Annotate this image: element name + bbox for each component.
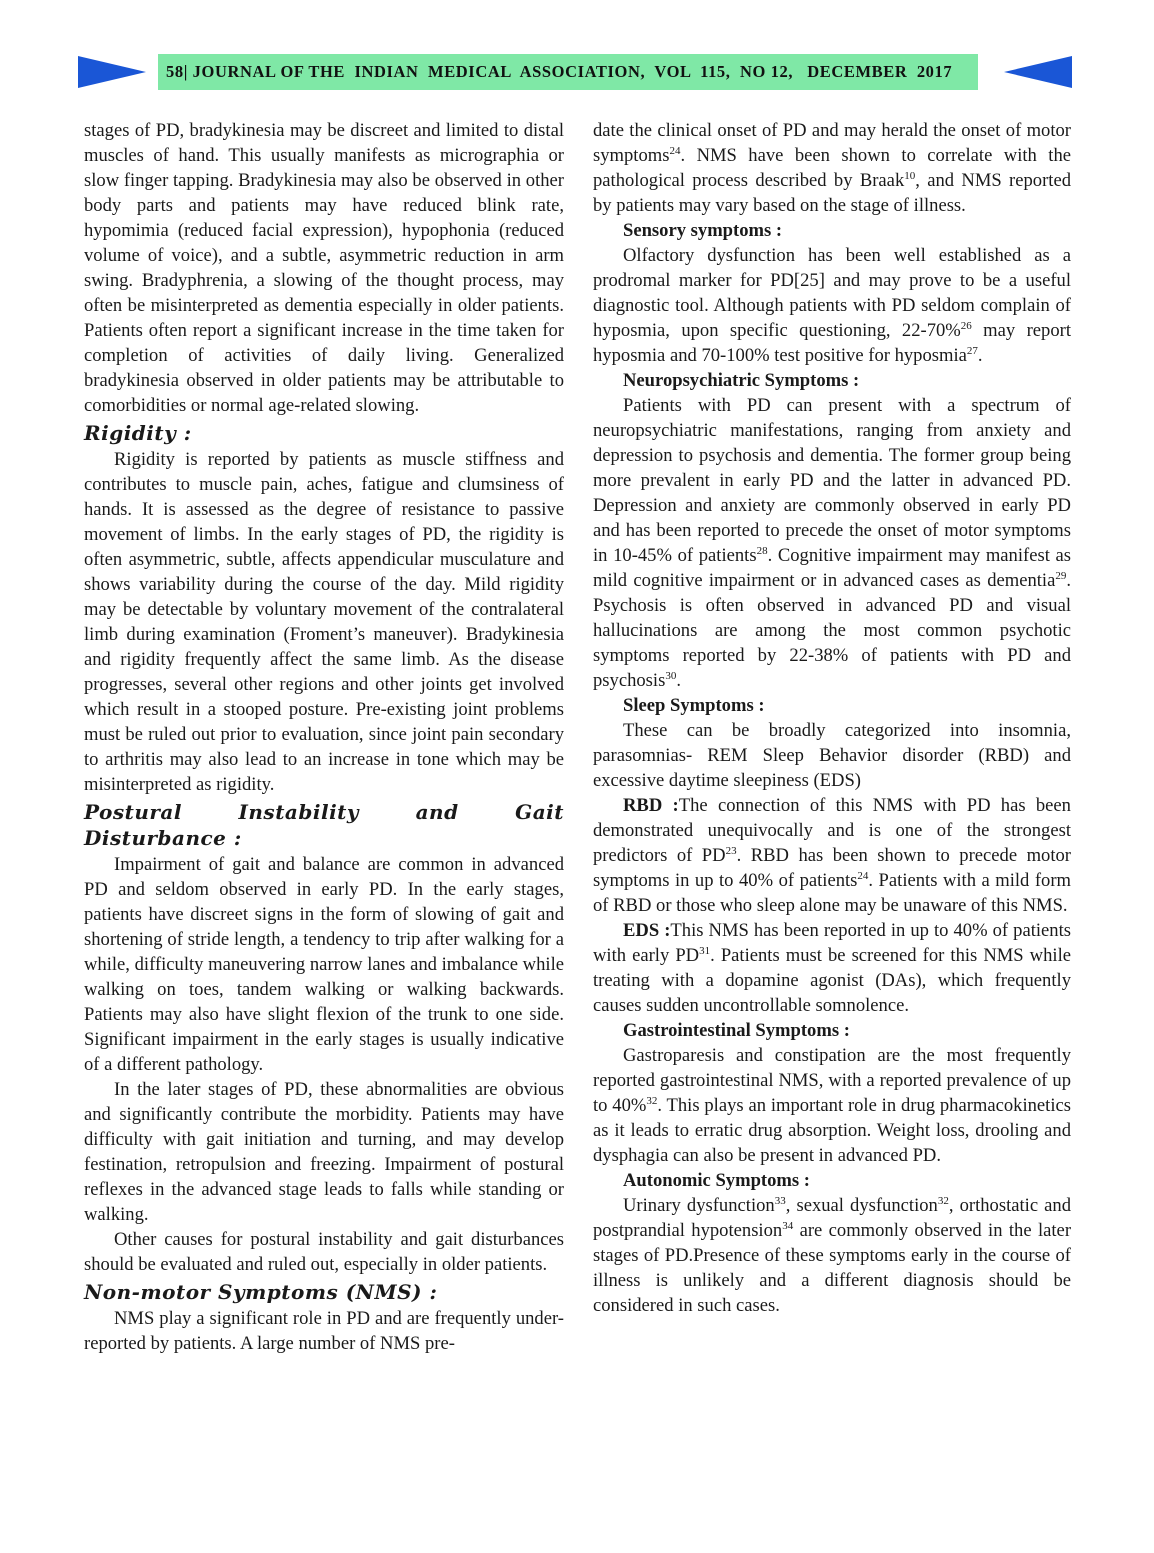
heading-postural-instability: Postural Instability and Gait Disturbance : [84, 800, 564, 850]
paragraph-sensory: Olfactory dysfunction has been well established as a prodromal marker for PD[25] and may prove to be a useful diagnostic tool. Although patients with PD seldom complain of hyposmia, upon specific questioning, 22-70%$^{26}$ may report hyposmia and 70-100% test positive for hyposmia$^{27}$. [593, 245, 1071, 366]
right-arrow-decoration [1004, 56, 1072, 88]
paragraph-eds: EDS :This NMS has been reported in up to 40% of patients with early PD$^{31}$. Patients must be screened for this NMS while treating with a dopamine agonist (DAs), which frequently causes sudden uncontrollable somnolence. [593, 920, 1071, 1016]
heading-sleep: Sleep Symptoms : [623, 695, 765, 716]
paragraph-bradykinesia: stages of PD, bradykinesia may be discreet and limited to distal muscles of hand. This usually manifests as micrographia or slow finger tapping. Bradykinesia may also be observed in other body parts and patients may have reduced blink rate, hypomimia (reduced facial expression), hypophonia (reduced volume of voice), and a subtle, asymmetric reduction in arm swing. Bradyphrenia, a slowing of the thought process, may often be misinterpreted as dementia especially in older patients. Patients often report a significant increase in the time taken for completion of activities of daily living. Generalized bradykinesia observed in older patients may be attributable to comorbidities or normal age-related slowing. [84, 120, 564, 416]
paragraph-postural-2: In the later stages of PD, these abnormalities are obvious and significantly contribute the morbidity. Patients may have difficulty with gait initiation and turning, and may develop festination, retropulsion and freezing. Impairment of postural reflexes in the advanced stage leads to falls while standing or walking. [84, 1079, 564, 1225]
paragraph-nms-continued: date the clinical onset of PD and may herald the onset of motor symptoms$^{24}$. NMS have been shown to correlate with the pathological process described by Braak$^{10}$, and NMS reported by patients may vary based on the stage of illness. [593, 120, 1071, 216]
paragraph-rigidity: Rigidity is reported by patients as muscle stiffness and contributes to muscle pain, aches, fatigue and clumsiness of hands. It is assessed as the degree of resistance to passive movement of limbs. In the early stages of PD, the rigidity is often asymmetric, subtle, affects appendicular musculature and shows variability during the course of the day. Mild rigidity may be detectable by voluntary movement of the contralateral limb during examination (Froment’s maneuver). Bradykinesia and rigidity frequently affect the same limb. As the disease progresses, several other regions and other joints get involved which result in a stooped posture. Pre-existing joint problems must be ruled out prior to evaluation, since joint pain secondary to arthritis may also lead to an increase in tone which may be misinterpreted as rigidity. [84, 449, 564, 795]
paragraph-nms: NMS play a significant role in PD and are frequently under-reported by patients. A large number of NMS pre- [84, 1308, 564, 1354]
left-arrow-decoration [78, 56, 146, 88]
heading-autonomic: Autonomic Symptoms : [623, 1170, 810, 1191]
journal-header [78, 52, 1072, 92]
paragraph-rbd: RBD :The connection of this NMS with PD has been demonstrated unequivocally and is one of the strongest predictors of PD$^{23}$. RBD has been shown to precede motor symptoms in up to 40% of patients$^{24}$. Patients with a mild form of RBD or those who sleep alone may be unaware of this NMS. [593, 795, 1071, 916]
heading-sensory: Sensory symptoms : [623, 220, 783, 241]
page-number: 58| [166, 62, 188, 81]
paragraph-neuropsychiatric: Patients with PD can present with a spectrum of neuropsychiatric manifestations, ranging from anxiety and depression to psychosis and dementia. The former group being more prevalent in early PD and the latter in advanced PD. Depression and anxiety are commonly observed in early PD and has been reported to precede the onset of motor symptoms in 10-45% of patients$^{28}$. Cognitive impairment may manifest as mild cognitive impairment or in advanced cases as dementia$^{29}$. Psychosis is often observed in advanced PD and visual hallucinations are among the most common psychotic symptoms reported by 22-38% of patients with PD and psychosis$^{30}$. [593, 395, 1071, 691]
paragraph-autonomic: Urinary dysfunction$^{33}$, sexual dysfunction$^{32}$, orthostatic and postprandial hypotension$^{34}$ are commonly observed in the later stages of PD.Presence of these symptoms early in the course of illness is unlikely and a different diagnosis should be considered in such cases. [593, 1194, 1072, 1316]
paragraph-postural-3: Other causes for postural instability and gait disturbances should be evaluated and ruled out, especially in older patients. [84, 1229, 564, 1275]
heading-non-motor-symptoms: Non-motor Symptoms (NMS) : [84, 1280, 438, 1304]
paragraph-gastrointestinal: Gastroparesis and constipation are the most frequently reported gastrointestinal NMS, with a reported prevalence of up to 40%$^{32}$. This plays an important role in drug pharmacokinetics as it leads to erratic drug absorption. Weight loss, drooling and dysphagia can also be present in advanced PD. [593, 1045, 1071, 1166]
left-column [84, 118, 564, 1356]
heading-rigidity: Rigidity : [84, 421, 192, 445]
header-band [158, 54, 978, 90]
eds-label: EDS : [623, 920, 671, 941]
paragraph-postural-1: Impairment of gait and balance are common in advanced PD and seldom observed in early PD. In the early stages, patients have discreet signs in the form of slowing of gait and shortening of stride length, a tendency to trip after walking for a while, difficulty maneuvering narrow lanes and imbalance while walking on toes, tandem walking or walking backwards. Patients may also have slight flexion of the trunk to one side. Significant impairment in the early stages is usually indicative of a different pathology. [84, 854, 564, 1075]
rbd-label: RBD : [623, 795, 679, 816]
heading-gastrointestinal: Gastrointestinal Symptoms : [623, 1020, 850, 1041]
heading-neuropsychiatric: Neuropsychiatric Symptoms : [623, 370, 860, 391]
paragraph-sleep: These can be broadly categorized into insomnia, parasomnias- REM Sleep Behavior disorder (RBD) and excessive daytime sleepiness (EDS) [593, 720, 1071, 791]
journal-title: JOURNAL OF THE INDIAN MEDICAL ASSOCIATION, VOL 115, NO 12, DECEMBER 2017 [192, 62, 953, 81]
right-column [593, 118, 1071, 1318]
